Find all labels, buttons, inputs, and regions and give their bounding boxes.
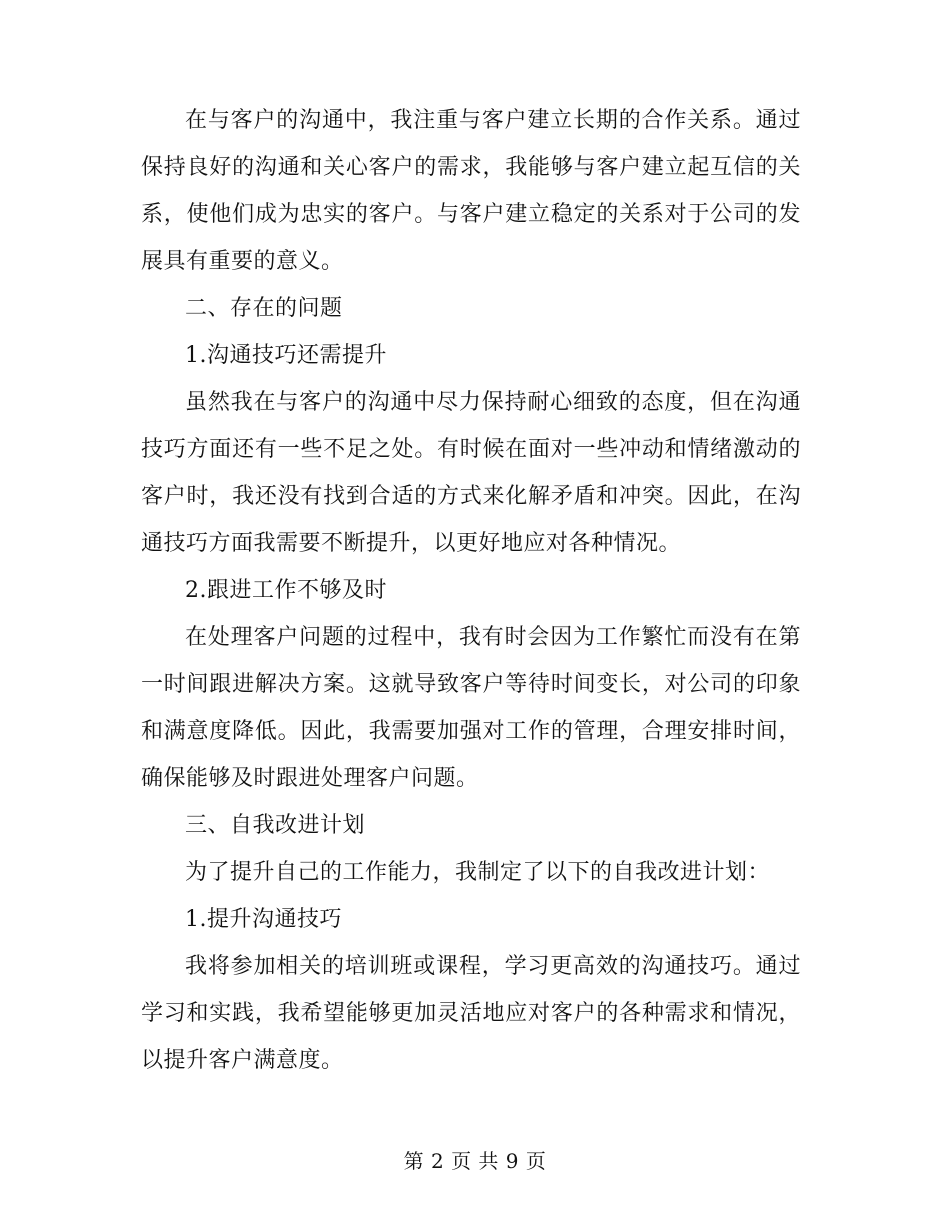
paragraph-follow-up: 在处理客户问题的过程中，我有时会因为工作繁忙而没有在第一时间跟进解决方案。这就导致客户等待时间变长，对公司的印象和满意度降低。因此，我需要加强对工作的管理，合理安排时间，确保能够及时跟进处理客户问题。 <box>141 625 801 791</box>
section-heading-problems: 二、存在的问题 <box>185 296 343 321</box>
page-number: 第 2 页 共 9 页 <box>403 1149 547 1173</box>
paragraph-plan-intro: 为了提升自己的工作能力，我制定了以下的自我改进计划： <box>185 860 771 885</box>
subheading-communication-skills: 1.沟通技巧还需提升 <box>185 343 387 368</box>
paragraph-improve-communication: 我将参加相关的培训班或课程，学习更高效的沟通技巧。通过学习和实践，我希望能够更加灵活地应对客户的各种需求和情况，以提升客户满意度。 <box>141 954 801 1073</box>
subheading-improve-communication: 1.提升沟通技巧 <box>185 907 342 932</box>
document-body <box>141 97 801 1084</box>
paragraph-communication-skills: 虽然我在与客户的沟通中尽力保持耐心细致的态度，但在沟通技巧方面还有一些不足之处。有时候在面对一些冲动和情绪激动的客户时，我还没有找到合适的方式来化解矛盾和冲突。因此，在沟通技巧方面我需要不断提升，以更好地应对各种情况。 <box>141 390 801 556</box>
paragraph-customer-relationship: 在与客户的沟通中，我注重与客户建立长期的合作关系。通过保持良好的沟通和关心客户的需求，我能够与客户建立起互信的关系，使他们成为忠实的客户。与客户建立稳定的关系对于公司的发展具有重要的意义。 <box>141 108 801 274</box>
page-footer <box>0 1147 950 1175</box>
section-heading-improvement-plan: 三、自我改进计划 <box>185 813 366 838</box>
subheading-follow-up: 2.跟进工作不够及时 <box>185 578 387 603</box>
